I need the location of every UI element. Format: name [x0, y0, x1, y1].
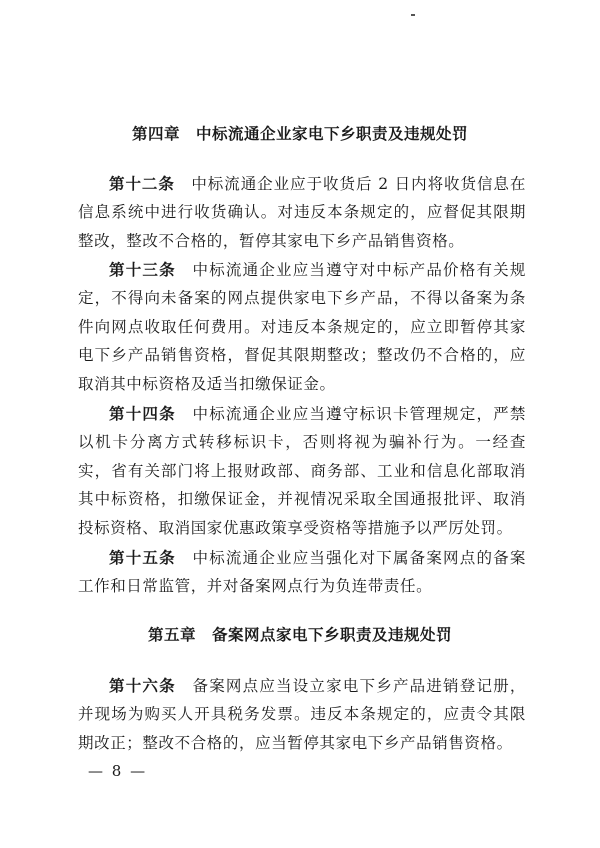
article-number: 第十二条 [109, 175, 175, 193]
article-number: 第十三条 [109, 261, 176, 279]
article-16 [78, 672, 526, 757]
article-text: 备案网点应当设立家电下乡产品进销登记册，并现场为购买人开具税务发票。违反本条规定的，应责令其限期改正；整改不合格的，应当暂停其家电下乡产品销售资格。 [78, 677, 526, 752]
article-text: 中标流通企业应当遵守标识卡管理规定，严禁以机卡分离方式转移标识卡，否则将视为骗补行为。一经查实，省有关部门将上报财政部、商务部、工业和信息化部取消其中标资格，扣缴保证金，并视情况采取全国通报批评、取消投标资格、取消国家优惠政策享受资格等措施予以严厉处罚。 [78, 405, 526, 537]
scan-mark [411, 14, 415, 16]
article-15 [78, 544, 526, 601]
article-number: 第十四条 [109, 405, 176, 423]
chapter-heading-4: 第四章 中标流通企业家电下乡职责及违规处罚 [131, 125, 468, 143]
article-12 [78, 170, 526, 255]
article-number: 第十六条 [109, 677, 176, 695]
article-text: 中标流通企业应当遵守对中标产品价格有关规定，不得向未备案的网点提供家电下乡产品，不得以备案为条件向网点收取任何费用。对违反本条规定的，应立即暂停其家电下乡产品销售资格，督促其限期整改；整改仍不合格的，应取消其中标资格及适当扣缴保证金。 [78, 261, 526, 393]
article-text: 中标流通企业应当强化对下属备案网点的备案工作和日常监管，并对备案网点行为负连带责任。 [78, 549, 526, 596]
article-text: 中标流通企业应于收货后 2 日内将收货信息在信息系统中进行收货确认。对违反本条规定的，应督促其限期整改，整改不合格的，暂停其家电下乡产品销售资格。 [78, 175, 526, 250]
page-number: — 8 — [88, 762, 148, 780]
article-14 [78, 400, 526, 542]
chapter-heading-5: 第五章 备案网点家电下乡职责及违规处罚 [147, 626, 452, 644]
article-number: 第十五条 [109, 549, 176, 567]
article-13 [78, 256, 526, 398]
